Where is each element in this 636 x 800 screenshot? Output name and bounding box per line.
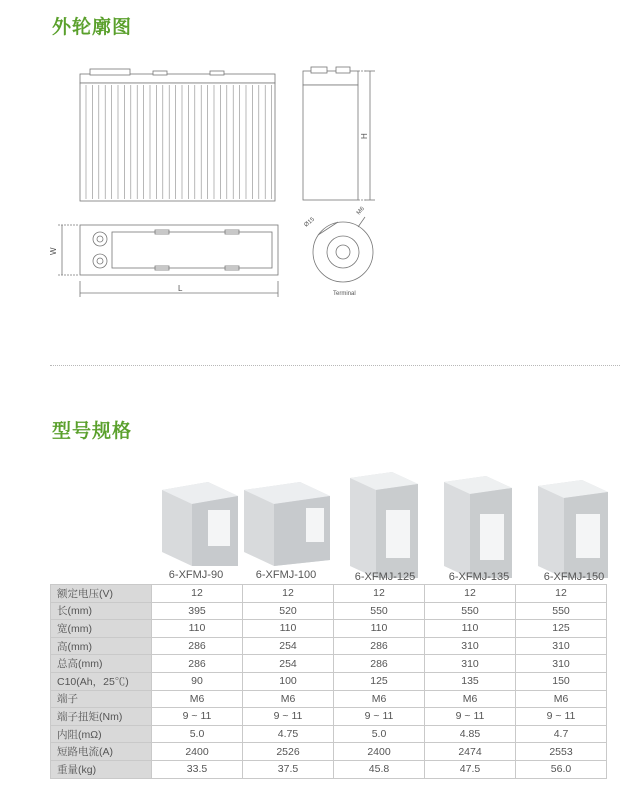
table-row bbox=[51, 743, 607, 761]
spec-value: 520 bbox=[243, 602, 334, 620]
spec-value: 110 bbox=[152, 620, 243, 638]
spec-value: 12 bbox=[334, 585, 425, 603]
spec-value: 5.0 bbox=[334, 725, 425, 743]
spec-value: 33.5 bbox=[152, 760, 243, 778]
spec-label: 内阻(mΩ) bbox=[51, 725, 152, 743]
spec-section-title: 型号规格 bbox=[52, 420, 133, 442]
spec-value: 110 bbox=[243, 620, 334, 638]
spec-value: 254 bbox=[243, 655, 334, 673]
model-name: 6-XFMJ-135 bbox=[448, 571, 510, 583]
spec-label: 长(mm) bbox=[51, 602, 152, 620]
dim-l-label: L bbox=[178, 284, 183, 293]
spec-value: 2400 bbox=[152, 743, 243, 761]
spec-value: 5.0 bbox=[152, 725, 243, 743]
spec-value: 12 bbox=[243, 585, 334, 603]
spec-value: 2553 bbox=[516, 743, 607, 761]
spec-value: 9 ~ 11 bbox=[334, 708, 425, 726]
product-photos bbox=[150, 468, 620, 583]
top-view bbox=[58, 225, 278, 297]
table-row bbox=[51, 602, 607, 620]
spec-label: 端子 bbox=[51, 690, 152, 708]
spec-value: 2474 bbox=[425, 743, 516, 761]
terminal-diameter-label: Ø15 bbox=[303, 216, 316, 229]
spec-value: M6 bbox=[334, 690, 425, 708]
table-row bbox=[51, 620, 607, 638]
spec-value: 550 bbox=[516, 602, 607, 620]
spec-label: 宽(mm) bbox=[51, 620, 152, 638]
table-row bbox=[51, 708, 607, 726]
spec-value: 45.8 bbox=[334, 760, 425, 778]
section-divider bbox=[50, 365, 620, 366]
spec-value: 286 bbox=[152, 655, 243, 673]
spec-value: 90 bbox=[152, 672, 243, 690]
battery-photo bbox=[242, 480, 332, 568]
spec-value: 310 bbox=[425, 637, 516, 655]
spec-value: 4.7 bbox=[516, 725, 607, 743]
battery-photo bbox=[442, 474, 514, 580]
spec-value: 9 ~ 11 bbox=[152, 708, 243, 726]
spec-value: 125 bbox=[516, 620, 607, 638]
spec-value: 12 bbox=[425, 585, 516, 603]
spec-value: M6 bbox=[516, 690, 607, 708]
table-row bbox=[51, 672, 607, 690]
spec-label: 额定电压(V) bbox=[51, 585, 152, 603]
spec-value: 2400 bbox=[334, 743, 425, 761]
spec-value: 9 ~ 11 bbox=[243, 708, 334, 726]
table-row bbox=[51, 760, 607, 778]
spec-value: M6 bbox=[425, 690, 516, 708]
terminal-caption: Terminal bbox=[333, 291, 356, 297]
battery-photo bbox=[536, 478, 610, 580]
spec-value: 110 bbox=[334, 620, 425, 638]
battery-outline-drawing bbox=[40, 55, 380, 305]
model-name: 6-XFMJ-90 bbox=[168, 569, 224, 581]
spec-value: 4.85 bbox=[425, 725, 516, 743]
table-row bbox=[51, 655, 607, 673]
spec-value: 286 bbox=[334, 637, 425, 655]
spec-value: 310 bbox=[516, 655, 607, 673]
spec-value: 135 bbox=[425, 672, 516, 690]
spec-value: 310 bbox=[516, 637, 607, 655]
spec-label: 高(mm) bbox=[51, 637, 152, 655]
spec-value: 395 bbox=[152, 602, 243, 620]
spec-value: 12 bbox=[516, 585, 607, 603]
spec-value: 125 bbox=[334, 672, 425, 690]
spec-value: M6 bbox=[243, 690, 334, 708]
model-name: 6-XFMJ-150 bbox=[543, 571, 605, 583]
spec-label: 重量(kg) bbox=[51, 760, 152, 778]
model-name: 6-XFMJ-100 bbox=[255, 569, 317, 581]
spec-value: 550 bbox=[425, 602, 516, 620]
spec-value: 4.75 bbox=[243, 725, 334, 743]
spec-value: 2526 bbox=[243, 743, 334, 761]
spec-table bbox=[50, 584, 607, 779]
spec-value: 100 bbox=[243, 672, 334, 690]
spec-value: 47.5 bbox=[425, 760, 516, 778]
spec-value: 9 ~ 11 bbox=[425, 708, 516, 726]
spec-label: 短路电流(A) bbox=[51, 743, 152, 761]
spec-value: 56.0 bbox=[516, 760, 607, 778]
spec-value: 12 bbox=[152, 585, 243, 603]
spec-value: 310 bbox=[425, 655, 516, 673]
spec-label: C10(Ah，25℃) bbox=[51, 672, 152, 690]
spec-value: 37.5 bbox=[243, 760, 334, 778]
spec-value: 150 bbox=[516, 672, 607, 690]
dim-w-label: W bbox=[49, 247, 58, 255]
front-view bbox=[80, 69, 275, 201]
spec-value: 550 bbox=[334, 602, 425, 620]
spec-value: 110 bbox=[425, 620, 516, 638]
table-row bbox=[51, 637, 607, 655]
dim-h-label: H bbox=[360, 133, 369, 139]
spec-label: 端子扭矩(Nm) bbox=[51, 708, 152, 726]
battery-photo bbox=[160, 480, 240, 568]
terminal-detail bbox=[313, 217, 373, 282]
spec-value: 286 bbox=[334, 655, 425, 673]
spec-value: 254 bbox=[243, 637, 334, 655]
spec-value: 9 ~ 11 bbox=[516, 708, 607, 726]
spec-value: M6 bbox=[152, 690, 243, 708]
table-row bbox=[51, 690, 607, 708]
battery-photo bbox=[348, 470, 420, 580]
table-row bbox=[51, 585, 607, 603]
spec-label: 总高(mm) bbox=[51, 655, 152, 673]
terminal-thread-label: M6 bbox=[355, 206, 366, 217]
outline-section-title: 外轮廓图 bbox=[52, 16, 133, 38]
table-row bbox=[51, 725, 607, 743]
model-name: 6-XFMJ-125 bbox=[354, 571, 416, 583]
spec-value: 286 bbox=[152, 637, 243, 655]
